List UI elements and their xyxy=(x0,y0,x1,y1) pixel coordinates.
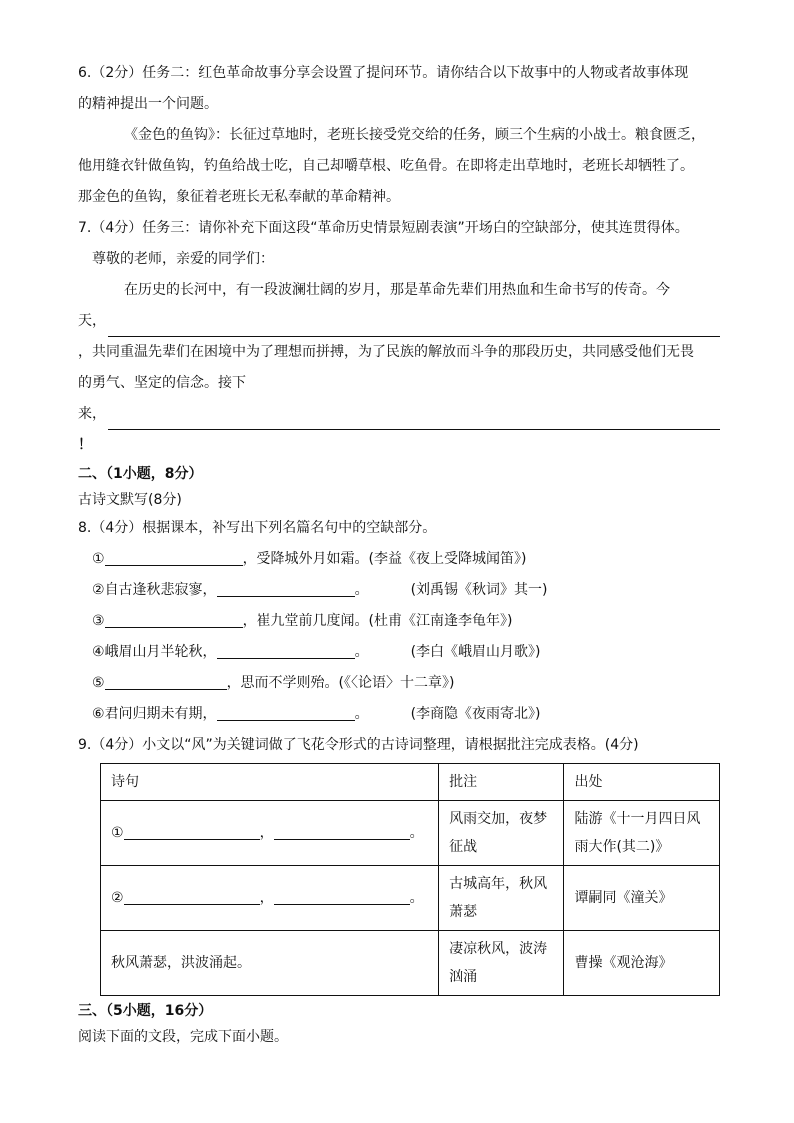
section3-subtitle: 阅读下面的文段，完成下面小题。 xyxy=(78,1029,288,1045)
q8-item-4-num: ④ xyxy=(92,644,105,660)
q8-item-6-end: 。 xyxy=(354,706,369,722)
table-row xyxy=(101,801,720,866)
q9-row1-note: 风雨交加，夜梦征战 xyxy=(439,801,564,866)
q7-answer-line1 xyxy=(78,306,720,337)
q7-blank-1[interactable] xyxy=(108,319,720,337)
section2-subtitle: 古诗文默写(8分) xyxy=(78,492,182,508)
q8-item-3-blank[interactable] xyxy=(105,611,243,628)
q8-item-3-num: ③ xyxy=(92,613,105,629)
table-header-row xyxy=(101,764,720,801)
q8-item-2-pre: 自古逢秋悲寂寥， xyxy=(104,582,217,598)
q9-row2-source: 谭嗣同《潼关》 xyxy=(564,866,720,931)
section2-heading: 二、（1小题，8分） xyxy=(78,466,203,482)
q8-item-4-source: (李白《峨眉山月歌》) xyxy=(410,644,541,660)
q7-lai-label: 来， xyxy=(78,406,106,422)
q8-item-2-end: 。 xyxy=(354,582,369,598)
q6-story-line2: 他用缝衣针做鱼钩，钓鱼给战士吃，自己却嚼草根、吃鱼骨。在即将走出草地时，老班长却牺牲了。 xyxy=(78,158,694,174)
q8-item-6-pre: 君问归期未有期， xyxy=(104,706,217,722)
table-header-note: 批注 xyxy=(439,764,564,801)
q8-item-6-source: (李商隐《夜雨寄北》) xyxy=(410,706,541,722)
q9-row2-blank-1[interactable] xyxy=(124,888,260,905)
q8-item-6-blank[interactable] xyxy=(217,704,355,721)
q6-story-line3: 那金色的鱼钩，象征着老班长无私奉献的革命精神。 xyxy=(78,189,400,205)
q7-tian-label: 天， xyxy=(78,313,106,329)
q9-row2-num: ② xyxy=(111,890,124,906)
q8-item-5-blank[interactable] xyxy=(105,673,227,690)
q8-item-2-blank[interactable] xyxy=(217,580,355,597)
table-header-verse: 诗句 xyxy=(101,764,439,801)
q8-item-5 xyxy=(78,668,720,699)
q6-stem-line1: 6.（2分）任务二：红色革命故事分享会设置了提问环节。请你结合以下故事中的人物或者故事体现 xyxy=(78,65,689,81)
q8-item-4-blank[interactable] xyxy=(217,642,355,659)
q9-row1-end: 。 xyxy=(409,825,424,841)
q8-item-1-text: ，受降城外月如霜。(李益《夜上受降城闻笛》) xyxy=(242,551,527,567)
q9-row3-note: 凄凉秋风，波涛汹涌 xyxy=(439,931,564,996)
q9-table xyxy=(100,763,720,996)
q8-item-2-source: (刘禹锡《秋词》其一) xyxy=(410,582,548,598)
q9-row1-verse-cell xyxy=(101,801,439,866)
q7-para1: 在历史的长河中，有一段波澜壮阔的岁月，那是革命先辈们用热血和生命书写的传奇。今 xyxy=(124,282,670,298)
q9-row2-note: 古城高年，秋风萧瑟 xyxy=(439,866,564,931)
q6-stem-line2: 的精神提出一个问题。 xyxy=(78,96,218,112)
q9-row3-verse: 秋风萧瑟，洪波涌起。 xyxy=(101,931,439,996)
q7-answer-line2 xyxy=(78,399,720,430)
table-row xyxy=(101,866,720,931)
q9-row1-source: 陆游《十一月四日风雨大作(其二)》 xyxy=(564,801,720,866)
table-row xyxy=(101,931,720,996)
q8-item-2 xyxy=(78,575,720,606)
q8-item-2-num: ② xyxy=(92,582,105,598)
q6-story-line1: 《金色的鱼钩》：长征过草地时，老班长接受党交给的任务，顾三个生病的小战士。粮食匮乏， xyxy=(124,127,705,143)
q9-row1-blank-1[interactable] xyxy=(124,823,260,840)
q8-item-5-text: ，思而不学则殆。(《〈论语〉十二章》) xyxy=(226,675,455,691)
q9-row1-num: ① xyxy=(111,825,124,841)
q9-row2-end: 。 xyxy=(409,890,424,906)
q8-item-1-blank[interactable] xyxy=(105,549,243,566)
exam-page xyxy=(78,58,720,1050)
q8-item-5-num: ⑤ xyxy=(92,675,105,691)
q8-item-1 xyxy=(78,544,720,575)
q7-stem: 7.（4分）任务三：请你补充下面这段“革命历史情景短剧表演”开场白的空缺部分，使其连贯得体。 xyxy=(78,220,689,236)
q8-item-1-num: ① xyxy=(92,551,105,567)
q8-item-4-pre: 峨眉山月半轮秋， xyxy=(104,644,217,660)
q8-item-6 xyxy=(78,699,720,730)
table-header-source: 出处 xyxy=(564,764,720,801)
q8-stem: 8.（4分）根据课本，补写出下列名篇名句中的空缺部分。 xyxy=(78,520,437,536)
q7-greeting: 尊敬的老师，亲爱的同学们： xyxy=(92,251,274,267)
q9-row1-blank-2[interactable] xyxy=(274,823,410,840)
q8-item-3-text: ，崔九堂前几度闻。(杜甫《江南逢李龟年》) xyxy=(242,613,513,629)
q9-row2-comma: ， xyxy=(259,890,274,906)
q7-para2: ，共同重温先辈们在困境中为了理想而拼搏，为了民族的解放而斗争的那段历史，共同感受他们无畏 xyxy=(78,344,694,360)
q9-stem: 9.（4分）小文以“风”为关键词做了飞花令形式的古诗词整理，请根据批注完成表格。(4分) xyxy=(78,737,639,753)
q9-row2-blank-2[interactable] xyxy=(274,888,410,905)
q9-row1-comma: ， xyxy=(259,825,274,841)
q9-row2-verse-cell xyxy=(101,866,439,931)
section3-heading: 三、（5小题，16分） xyxy=(78,1003,213,1019)
q7-para3: 的勇气、坚定的信念。接下 xyxy=(78,375,246,391)
q9-row3-source: 曹操《观沧海》 xyxy=(564,931,720,996)
q7-blank-2[interactable] xyxy=(108,412,720,430)
q8-item-3 xyxy=(78,606,720,637)
q8-item-6-num: ⑥ xyxy=(92,706,105,722)
q7-end-mark: ！ xyxy=(78,437,92,453)
q8-item-4-end: 。 xyxy=(354,644,369,660)
q8-item-4 xyxy=(78,637,720,668)
